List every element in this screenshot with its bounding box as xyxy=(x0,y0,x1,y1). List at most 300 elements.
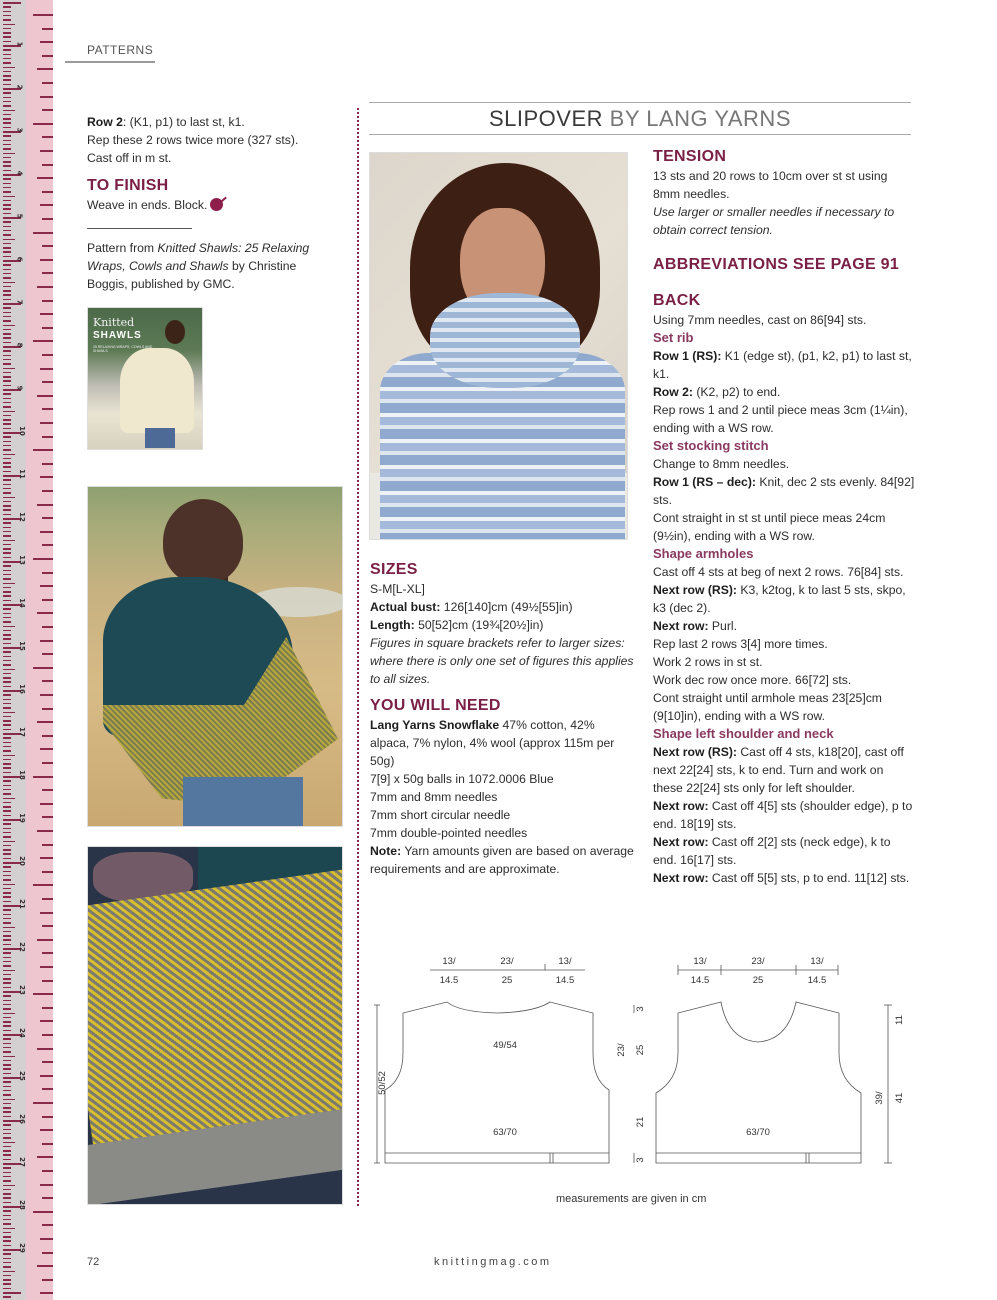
ruler-cm-label: 14 xyxy=(17,598,26,608)
ruler-mm-tick xyxy=(3,449,11,451)
ruler-mm-tick xyxy=(3,1116,11,1118)
ruler-mm-tick xyxy=(3,135,11,137)
ruler-cm-label: 17 xyxy=(17,727,26,737)
ruler-inch-tick xyxy=(33,558,53,560)
ruler-mm-tick xyxy=(3,828,11,830)
ruler-inch-tick xyxy=(42,762,53,764)
ruler-inch-tick xyxy=(40,1075,53,1077)
ruler-mm-tick xyxy=(3,746,11,748)
shape-armholes-subheading: Shape armholes xyxy=(653,546,754,561)
ruler-mm-tick xyxy=(3,823,11,825)
ruler-inch-tick xyxy=(37,1048,53,1050)
ruler-mm-tick xyxy=(3,1017,11,1019)
back-height: 50/52 xyxy=(377,1071,388,1095)
ruler-inch-tick xyxy=(42,218,53,220)
ruler-inch-tick xyxy=(42,925,53,927)
ruler-mm-tick xyxy=(3,798,15,800)
back-bottom-label-1: 14.5 xyxy=(439,975,459,986)
ruler-cm-label: 9 xyxy=(15,385,24,391)
actual-bust: Actual bust: 126[140]cm (49½[55]in) xyxy=(370,600,573,614)
ruler-inch-tick xyxy=(42,490,53,492)
credit-divider xyxy=(87,228,192,229)
ruler-mm-tick xyxy=(3,583,15,585)
ruler-inch-tick xyxy=(40,1020,53,1022)
ruler-mm-tick xyxy=(3,368,15,370)
ruler-mm-tick xyxy=(3,269,11,271)
ruler-mm-tick xyxy=(3,6,11,8)
ruler-mm-tick xyxy=(3,19,11,21)
ruler-mm-tick xyxy=(3,1197,11,1199)
ruler-inch-tick xyxy=(40,476,53,478)
shoulder-row4: Next row: Cast off 5[5] sts, p to end. 11[12] sts. xyxy=(653,871,910,885)
ruler-mm-tick xyxy=(3,1236,11,1238)
ruler-mm-tick xyxy=(3,707,11,709)
front-bottom-label-3: 14.5 xyxy=(807,975,827,986)
ruler-mm-tick xyxy=(3,595,11,597)
ruler-mm-tick xyxy=(3,600,11,602)
ruler-mm-tick xyxy=(3,922,11,924)
ruler-inch-tick xyxy=(33,993,53,995)
ruler-mm-tick xyxy=(3,785,11,787)
ruler-mm-tick xyxy=(3,914,11,916)
row2-instruction: Row 2: (K1, p1) to last st, k1. xyxy=(87,115,245,129)
front-top-label-3: 13/ xyxy=(810,956,824,967)
ruler-inch-tick xyxy=(42,136,53,138)
ruler-mm-tick xyxy=(3,1133,11,1135)
ruler-inch-tick xyxy=(42,708,53,710)
ruler-mm-tick xyxy=(3,479,11,481)
ruler-mm-tick xyxy=(3,471,11,473)
ruler-mm-tick xyxy=(3,815,11,817)
ruler-mm-tick xyxy=(3,587,11,589)
ruler-mm-tick xyxy=(3,411,15,413)
ruler-mm-tick xyxy=(3,780,11,782)
ruler-mm-tick xyxy=(3,1172,11,1174)
ruler-mm-tick xyxy=(3,879,11,881)
ruler-mm-tick xyxy=(3,337,11,339)
ruler-mm-tick xyxy=(3,1167,11,1169)
ruler-cm-label: 29 xyxy=(17,1243,26,1253)
abbreviations-heading: ABBREVIATIONS SEE PAGE 91 xyxy=(653,256,900,273)
back-top-label-3: 13/ xyxy=(558,956,572,967)
ruler-cm-label: 1 xyxy=(15,41,24,47)
ruler-inch-tick xyxy=(42,191,53,193)
ruler-mm-tick xyxy=(3,656,11,658)
pattern-credit: Pattern from Knitted Shawls: 25 Relaxing Wraps, Cowls and Shawls by Christine Boggis, published by GMC. xyxy=(87,241,310,291)
ruler-mm-tick xyxy=(3,1193,11,1195)
ruler-mm-tick xyxy=(3,544,11,546)
ruler-inch-tick xyxy=(42,245,53,247)
ruler-mm-tick xyxy=(3,724,11,726)
ruler-mm-tick xyxy=(3,1056,15,1058)
ruler-inch-tick xyxy=(37,1265,53,1267)
ruler-inch-tick xyxy=(40,1184,53,1186)
ruler-mm-tick xyxy=(3,909,11,911)
ruler-mm-tick xyxy=(3,1146,11,1148)
ruler-mm-tick xyxy=(3,849,11,851)
arm-cont: Cont straight until armhole meas 23[25]cm (9[10]in), ending with a WS row. xyxy=(653,691,882,723)
ruler-inch-tick xyxy=(42,735,53,737)
ruler-mm-tick xyxy=(3,75,11,77)
ruler-inch-tick xyxy=(37,286,53,288)
ruler-mm-tick xyxy=(3,79,11,81)
ruler-mm-tick xyxy=(3,789,11,791)
ruler-mm-tick xyxy=(3,462,11,464)
ruler-mm-tick xyxy=(3,294,11,296)
yarn-description: Lang Yarns Snowflake 47% cotton, 42% alpaca, 7% nylon, 4% wool (approx 115m per 50g) xyxy=(370,718,615,768)
ruler-mm-tick xyxy=(3,307,11,309)
ruler-inch-tick xyxy=(37,504,53,506)
ruler-inch-tick xyxy=(40,803,53,805)
ruler-mm-tick xyxy=(3,484,11,486)
ruler-mm-tick xyxy=(3,114,11,116)
ruler-inch-tick xyxy=(42,1116,53,1118)
ruler-inch-tick xyxy=(42,816,53,818)
ruler-mm-tick xyxy=(3,170,11,172)
ruler-mm-tick xyxy=(3,49,11,51)
ruler-mm-tick xyxy=(3,402,11,404)
ruler-mm-tick xyxy=(3,686,11,688)
ruler-mm-tick xyxy=(3,514,11,516)
back-lower-width: 63/70 xyxy=(493,1127,517,1138)
ruler-mm-tick xyxy=(3,423,11,425)
front-armhole-b: 25 xyxy=(635,1044,646,1056)
ruler-mm-tick xyxy=(3,712,15,714)
ruler-mm-tick xyxy=(3,729,11,731)
ruler-mm-tick xyxy=(3,97,11,99)
ruler-mm-tick xyxy=(3,226,11,228)
ruler-inch-tick xyxy=(42,82,53,84)
ruler-inch-tick xyxy=(33,884,53,886)
measuring-ruler xyxy=(0,0,53,1300)
ruler-mm-tick xyxy=(3,570,11,572)
ruler-inch-tick xyxy=(42,544,53,546)
ruler-mm-tick xyxy=(3,995,11,997)
ruler-inch-tick xyxy=(33,449,53,451)
back-bottom-label-3: 14.5 xyxy=(555,975,575,986)
arm-castoff: Cast off 4 sts at beg of next 2 rows. 76[84] sts. xyxy=(653,565,904,579)
ruler-cm-label: 25 xyxy=(17,1071,26,1081)
ruler-mm-tick xyxy=(3,363,11,365)
ruler-mm-tick xyxy=(3,1202,11,1204)
back-top-label-1: 13/ xyxy=(442,956,456,967)
ruler-inch-tick xyxy=(42,517,53,519)
front-bottom-label-1: 14.5 xyxy=(690,975,710,986)
ruler-mm-tick xyxy=(3,608,11,610)
ruler-mm-tick xyxy=(3,1090,11,1092)
ruler-inch-tick xyxy=(33,232,53,234)
ruler-mm-tick xyxy=(3,1013,15,1015)
ruler-mm-tick xyxy=(3,277,11,279)
ruler-mm-tick xyxy=(3,1210,11,1212)
ruler-mm-tick xyxy=(3,935,11,937)
ruler-cm-label: 12 xyxy=(17,512,26,522)
ruler-mm-tick xyxy=(3,557,11,559)
right-column xyxy=(653,147,915,887)
ruler-inch-strip xyxy=(26,0,53,1300)
ruler-mm-tick xyxy=(3,841,15,843)
ruler-cm-label: 27 xyxy=(17,1157,26,1167)
ruler-mm-tick xyxy=(3,638,11,640)
pattern-title: SLIPOVER BY LANG YARNS xyxy=(488,106,791,131)
ruler-mm-tick xyxy=(3,243,11,245)
ruler-mm-tick xyxy=(3,105,11,107)
ruler-mm-tick xyxy=(3,617,11,619)
front-top-label-2: 23/ xyxy=(751,956,765,967)
ruler-inch-tick xyxy=(40,694,53,696)
ruler-mm-tick xyxy=(3,509,11,511)
ruler-mm-tick xyxy=(3,505,11,507)
ruler-mm-tick xyxy=(3,957,11,959)
ruler-inch-tick xyxy=(42,1007,53,1009)
ruler-inch-tick xyxy=(42,436,53,438)
cast-off-instruction: Cast off in m st. xyxy=(87,151,172,165)
ruler-inch-tick xyxy=(33,340,53,342)
ruler-mm-tick xyxy=(3,380,11,382)
ruler-mm-tick xyxy=(3,299,11,301)
ruler-cm-label: 21 xyxy=(17,899,26,909)
ruler-mm-tick xyxy=(3,501,11,503)
ruler-mm-tick xyxy=(3,1279,11,1281)
ruler-mm-tick xyxy=(3,204,11,206)
ruler-mm-tick xyxy=(3,742,11,744)
ruler-mm-tick xyxy=(3,436,11,438)
ruler-mm-tick xyxy=(3,1275,11,1277)
ruler-cm-label: 19 xyxy=(17,813,26,823)
ruler-mm-tick xyxy=(3,793,11,795)
ruler-inch-tick xyxy=(33,123,53,125)
ruler-inch-tick xyxy=(42,871,53,873)
front-bottom-label-2: 25 xyxy=(752,975,764,986)
ruler-inch-tick xyxy=(37,68,53,70)
front-armhole-a: 23/ xyxy=(616,1043,627,1057)
ruler-mm-tick xyxy=(3,28,11,30)
ruler-mm-tick xyxy=(3,1000,11,1002)
ruler-inch-tick xyxy=(42,789,53,791)
ruler-inch-tick xyxy=(40,1238,53,1240)
sizes-note: Figures in square brackets refer to larger sizes: where there is only one set of figures this applies to all sizes. xyxy=(370,636,634,686)
shawl-model-photo xyxy=(87,486,343,827)
arm-dec-once: Work dec row once more. 66[72] sts. xyxy=(653,673,852,687)
ruler-inch-tick xyxy=(42,952,53,954)
ruler-inch-tick xyxy=(42,272,53,274)
ruler-inch-tick xyxy=(42,626,53,628)
ruler-inch-tick xyxy=(42,1197,53,1199)
rib-rep: Rep rows 1 and 2 until piece meas 3cm (1¼in), ending with a WS row. xyxy=(653,403,908,435)
ruler-mm-tick xyxy=(3,320,11,322)
ruler-cm-label: 23 xyxy=(17,985,26,995)
ruler-mm-tick xyxy=(3,888,11,890)
rib-row1: Row 1 (RS): K1 (edge st), (p1, k2, p1) to last st, k1. xyxy=(653,349,912,381)
ruler-mm-tick xyxy=(3,466,11,468)
ruler-mm-tick xyxy=(3,230,11,232)
ruler-mm-tick xyxy=(3,1154,11,1156)
ruler-mm-tick xyxy=(3,1051,11,1053)
yarn-note: Note: Yarn amounts given are based on average requirements and are approximate. xyxy=(370,844,634,876)
ruler-mm-tick xyxy=(3,213,11,215)
ruler-mm-tick xyxy=(3,1266,11,1268)
ruler-inch-tick xyxy=(33,776,53,778)
ruler-mm-tick xyxy=(3,763,11,765)
ruler-mm-tick xyxy=(3,161,11,163)
ruler-inch-tick xyxy=(42,599,53,601)
ruler-inch-tick xyxy=(33,1211,53,1213)
ruler-mm-tick xyxy=(3,1232,11,1234)
ruler-cm-label: 8 xyxy=(15,342,24,348)
to-finish-text: Weave in ends. Block. xyxy=(87,196,342,214)
ruler-inch-tick xyxy=(42,1034,53,1036)
book-cover-image xyxy=(87,307,203,450)
ruler-mm-tick xyxy=(3,1292,21,1294)
set-rib-subheading: Set rib xyxy=(653,330,694,345)
section-label: PATTERNS xyxy=(87,43,154,57)
ruler-mm-tick xyxy=(3,836,11,838)
ruler-mm-tick xyxy=(3,939,11,941)
ruler-inch-tick xyxy=(42,1143,53,1145)
ruler-mm-tick xyxy=(3,630,11,632)
ruler-mm-tick xyxy=(3,458,11,460)
front-total-b: 41 xyxy=(894,1092,905,1104)
materials-item: 7[9] x 50g balls in 1072.0006 Blue xyxy=(370,772,554,786)
ruler-mm-tick xyxy=(3,1124,11,1126)
ruler-mm-tick xyxy=(3,660,11,662)
ruler-mm-tick xyxy=(3,832,11,834)
ruler-mm-tick xyxy=(3,669,15,671)
ruler-mm-tick xyxy=(3,178,11,180)
ruler-mm-tick xyxy=(3,144,11,146)
ruler-mm-tick xyxy=(3,282,15,284)
ruler-mm-tick xyxy=(3,11,11,13)
ruler-inch-tick xyxy=(37,612,53,614)
ruler-mm-tick xyxy=(3,892,11,894)
ruler-mm-tick xyxy=(3,24,15,26)
ruler-mm-tick xyxy=(3,927,15,929)
ruler-mm-tick xyxy=(3,441,11,443)
arm-purl-row: Next row: Purl. xyxy=(653,619,737,633)
book-title-line1: Knitted xyxy=(93,316,135,329)
ruler-mm-tick xyxy=(3,187,11,189)
ruler-mm-tick xyxy=(3,1038,11,1040)
ruler-inch-tick xyxy=(40,259,53,261)
ruler-mm-tick xyxy=(3,256,11,258)
ruler-mm-tick xyxy=(3,1219,11,1221)
page-number: 72 xyxy=(87,1256,100,1268)
ruler-mm-tick xyxy=(3,677,11,679)
ruler-mm-tick xyxy=(3,552,11,554)
ruler-mm-tick xyxy=(3,359,11,361)
ruler-mm-tick xyxy=(3,406,11,408)
ruler-mm-tick xyxy=(3,497,15,499)
back-schematic xyxy=(375,950,620,1175)
ruler-mm-tick xyxy=(3,772,11,774)
ruler-mm-tick xyxy=(3,527,11,529)
ruler-mm-tick xyxy=(3,1004,11,1006)
ruler-mm-tick xyxy=(3,896,11,898)
website-url[interactable]: knittingmag.com xyxy=(434,1256,552,1268)
ruler-inch-tick xyxy=(40,96,53,98)
ruler-mm-tick xyxy=(3,810,11,812)
ruler-mm-tick xyxy=(3,1099,15,1101)
yarn-ball-icon xyxy=(210,198,223,211)
ruler-cm-label: 5 xyxy=(15,213,24,219)
ruler-inch-tick xyxy=(40,422,53,424)
ruler-mm-tick xyxy=(3,234,11,236)
ruler-cm-label: 15 xyxy=(17,641,26,651)
ruler-inch-tick xyxy=(37,939,53,941)
ruler-mm-tick xyxy=(3,737,11,739)
ruler-mm-tick xyxy=(3,445,11,447)
ruler-cm-label: 7 xyxy=(15,299,24,305)
ruler-inch-tick xyxy=(40,640,53,642)
ruler-mm-tick xyxy=(3,251,11,253)
ruler-mm-tick xyxy=(3,681,11,683)
front-lower-width: 63/70 xyxy=(746,1127,770,1138)
ruler-mm-tick xyxy=(3,355,11,357)
ruler-mm-tick xyxy=(3,1103,11,1105)
ruler-mm-tick xyxy=(3,982,11,984)
ruler-mm-tick xyxy=(3,165,11,167)
ruler-inch-tick xyxy=(40,1292,53,1294)
diagram-caption: measurements are given in cm xyxy=(556,1193,707,1205)
ruler-mm-tick xyxy=(3,978,11,980)
back-bottom-label-2: 25 xyxy=(501,975,513,986)
materials-item: 7mm and 8mm needles xyxy=(370,790,498,804)
front-total-a: 39/ xyxy=(874,1091,885,1105)
ruler-mm-tick xyxy=(3,578,11,580)
ruler-mm-tick xyxy=(3,122,11,124)
ruler-mm-tick xyxy=(3,1008,11,1010)
ruler-mm-tick xyxy=(3,965,11,967)
ruler-mm-tick xyxy=(3,866,11,868)
ruler-mm-tick xyxy=(3,1030,11,1032)
ruler-mm-tick xyxy=(3,845,11,847)
ruler-mm-tick xyxy=(3,393,11,395)
rib-row2: Row 2: (K2, p2) to end. xyxy=(653,385,781,399)
ruler-inch-tick xyxy=(33,1102,53,1104)
ruler-inch-tick xyxy=(42,164,53,166)
ruler-mm-tick xyxy=(3,92,11,94)
ruler-mm-tick xyxy=(3,1086,11,1088)
back-top-label-2: 23/ xyxy=(500,956,514,967)
ruler-mm-tick xyxy=(3,1142,15,1144)
front-schematic xyxy=(616,950,920,1175)
ruler-mm-tick xyxy=(3,565,11,567)
sizes-heading: SIZES xyxy=(370,561,418,578)
shoulder-row1: Next row (RS): Cast off 4 sts, k18[20], cast off next 22[24] sts, k to end. Turn and work on these 22[24] sts only for left shoulder. xyxy=(653,745,904,795)
front-left-bottom: 3 xyxy=(635,1157,646,1163)
ruler-inch-tick xyxy=(40,857,53,859)
ruler-inch-tick xyxy=(42,653,53,655)
ruler-mm-tick xyxy=(3,759,11,761)
ruler-mm-tick xyxy=(3,871,11,873)
ruler-inch-tick xyxy=(40,912,53,914)
ruler-mm-tick xyxy=(3,1150,11,1152)
ruler-inch-tick xyxy=(40,368,53,370)
ruler-mm-tick xyxy=(3,613,11,615)
ruler-inch-tick xyxy=(42,572,53,574)
materials-item: 7mm double-pointed needles xyxy=(370,826,528,840)
ruler-mm-tick xyxy=(3,634,11,636)
ruler-cm-label: 24 xyxy=(17,1028,26,1038)
shape-shoulder-subheading: Shape left shoulder and neck xyxy=(653,726,834,741)
ruler-mm-tick xyxy=(3,1107,11,1109)
ruler-mm-tick xyxy=(3,350,11,352)
ruler-mm-tick xyxy=(3,720,11,722)
ruler-inch-tick xyxy=(40,150,53,152)
ruler-mm-tick xyxy=(3,492,11,494)
ruler-mm-tick xyxy=(3,1176,11,1178)
st-cont: Cont straight in st st until piece meas 24cm (9½in), ending with a WS row. xyxy=(653,511,886,543)
